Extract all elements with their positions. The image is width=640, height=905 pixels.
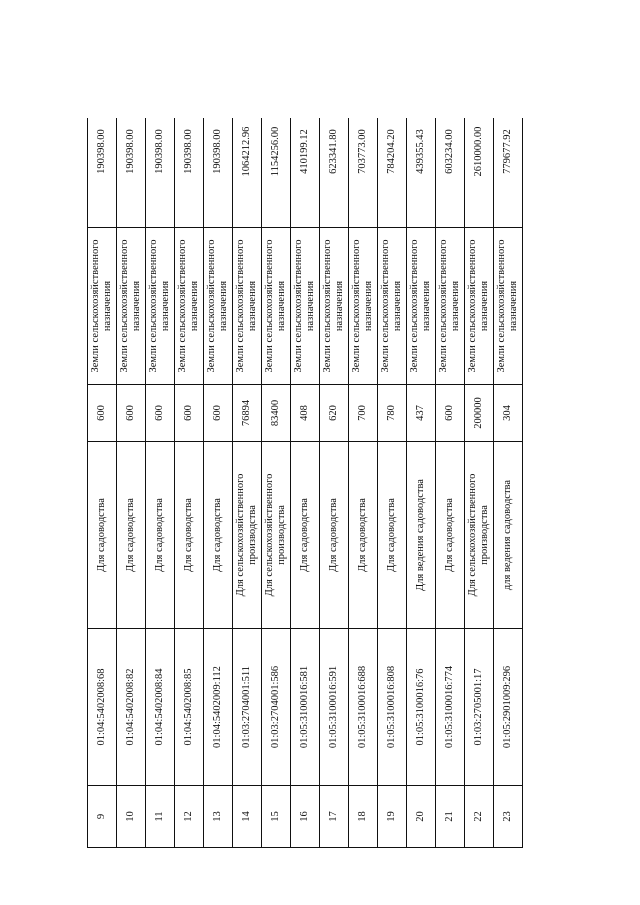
area-cell: 200000 bbox=[465, 385, 494, 442]
land-category-cell: Земли сельскохозяйственного назначения bbox=[146, 228, 175, 385]
cadastral-number-cell: 01:04:5402009:112 bbox=[204, 629, 233, 786]
row-number-cell: 12 bbox=[175, 786, 204, 848]
permitted-use-cell: Для ведения садоводства bbox=[407, 442, 436, 629]
cadastral-value-cell: 190398.00 bbox=[146, 118, 175, 228]
cadastral-value-cell: 784204.20 bbox=[378, 118, 407, 228]
permitted-use-cell: Для садоводства bbox=[291, 442, 320, 629]
permitted-use-cell: Для садоводства bbox=[204, 442, 233, 629]
table-row bbox=[291, 118, 320, 848]
table-row bbox=[349, 118, 378, 848]
row-number-cell: 9 bbox=[88, 786, 117, 848]
permitted-use-cell: Для садоводства bbox=[349, 442, 378, 629]
permitted-use-cell: Для садоводства bbox=[320, 442, 349, 629]
cadastral-number-cell: 01:03:2705001:17 bbox=[465, 629, 494, 786]
land-category-cell: Земли сельскохозяйственного назначения bbox=[349, 228, 378, 385]
cadastral-value-cell: 2610000.00 bbox=[465, 118, 494, 228]
cadastral-number-cell: 01:04:5402008:68 bbox=[88, 629, 117, 786]
cadastral-number-cell: 01:05:3100016:76 bbox=[407, 629, 436, 786]
permitted-use-cell: для ведения садоводства bbox=[494, 442, 523, 629]
table-row bbox=[117, 118, 146, 848]
table-row bbox=[494, 118, 523, 848]
permitted-use-cell: Для сельскохозяйственного производства bbox=[465, 442, 494, 629]
area-cell: 600 bbox=[175, 385, 204, 442]
cadastral-value-cell: 190398.00 bbox=[204, 118, 233, 228]
permitted-use-cell: Для садоводства bbox=[378, 442, 407, 629]
cadastral-number-cell: 01:03:2704001:586 bbox=[262, 629, 291, 786]
permitted-use-cell: Для сельскохозяйственного производства bbox=[233, 442, 262, 629]
table-row bbox=[175, 118, 204, 848]
cadastral-value-cell: 703773.00 bbox=[349, 118, 378, 228]
permitted-use-cell: Для садоводства bbox=[436, 442, 465, 629]
cadastral-number-cell: 01:03:2704001:511 bbox=[233, 629, 262, 786]
land-category-cell: Земли сельскохозяйственного назначения bbox=[291, 228, 320, 385]
area-cell: 437 bbox=[407, 385, 436, 442]
cadastral-value-cell: 603234.00 bbox=[436, 118, 465, 228]
row-number-cell: 18 bbox=[349, 786, 378, 848]
area-cell: 600 bbox=[204, 385, 233, 442]
area-cell: 76894 bbox=[233, 385, 262, 442]
land-plots-table bbox=[87, 118, 523, 848]
row-number-cell: 21 bbox=[436, 786, 465, 848]
land-category-cell: Земли сельскохозяйственного назначения bbox=[378, 228, 407, 385]
cadastral-value-cell: 190398.00 bbox=[117, 118, 146, 228]
row-number-cell: 19 bbox=[378, 786, 407, 848]
cadastral-value-cell: 1154256.00 bbox=[262, 118, 291, 228]
row-number-cell: 11 bbox=[146, 786, 175, 848]
land-category-cell: Земли сельскохозяйственного назначения bbox=[262, 228, 291, 385]
table-row bbox=[233, 118, 262, 848]
row-number-cell: 20 bbox=[407, 786, 436, 848]
area-cell: 620 bbox=[320, 385, 349, 442]
area-cell: 600 bbox=[146, 385, 175, 442]
row-number-cell: 16 bbox=[291, 786, 320, 848]
cadastral-number-cell: 01:04:5402008:85 bbox=[175, 629, 204, 786]
land-category-cell: Земли сельскохозяйственного назначения bbox=[117, 228, 146, 385]
land-category-cell: Земли сельскохозяйственного назначения bbox=[175, 228, 204, 385]
land-category-cell: Земли сельскохозяйственного назначения bbox=[407, 228, 436, 385]
cadastral-number-cell: 01:04:5402008:82 bbox=[117, 629, 146, 786]
area-cell: 700 bbox=[349, 385, 378, 442]
table-row bbox=[436, 118, 465, 848]
row-number-cell: 22 bbox=[465, 786, 494, 848]
cadastral-number-cell: 01:05:3100016:581 bbox=[291, 629, 320, 786]
table-row bbox=[407, 118, 436, 848]
rotated-table-container bbox=[87, 118, 523, 848]
area-cell: 780 bbox=[378, 385, 407, 442]
permitted-use-cell: Для сельскохозяйственного производства bbox=[262, 442, 291, 629]
permitted-use-cell: Для садоводства bbox=[146, 442, 175, 629]
land-category-cell: Земли сельскохозяйственного назначения bbox=[204, 228, 233, 385]
permitted-use-cell: Для садоводства bbox=[117, 442, 146, 629]
cadastral-number-cell: 01:04:5402008:84 bbox=[146, 629, 175, 786]
table-row bbox=[465, 118, 494, 848]
cadastral-value-cell: 439355.43 bbox=[407, 118, 436, 228]
table-row bbox=[146, 118, 175, 848]
land-category-cell: Земли сельскохозяйственного назначения bbox=[88, 228, 117, 385]
row-number-cell: 15 bbox=[262, 786, 291, 848]
table-row bbox=[262, 118, 291, 848]
cadastral-value-cell: 623341.80 bbox=[320, 118, 349, 228]
table-row bbox=[204, 118, 233, 848]
area-cell: 408 bbox=[291, 385, 320, 442]
cadastral-value-cell: 190398.00 bbox=[88, 118, 117, 228]
area-cell: 600 bbox=[117, 385, 146, 442]
cadastral-number-cell: 01:05:3100016:591 bbox=[320, 629, 349, 786]
row-number-cell: 23 bbox=[494, 786, 523, 848]
table-body bbox=[88, 118, 523, 848]
land-category-cell: Земли сельскохозяйственного назначения bbox=[436, 228, 465, 385]
cadastral-number-cell: 01:05:3100016:688 bbox=[349, 629, 378, 786]
cadastral-value-cell: 1064212.96 bbox=[233, 118, 262, 228]
row-number-cell: 10 bbox=[117, 786, 146, 848]
area-cell: 600 bbox=[436, 385, 465, 442]
table-row bbox=[320, 118, 349, 848]
area-cell: 304 bbox=[494, 385, 523, 442]
cadastral-number-cell: 01:05:3100016:774 bbox=[436, 629, 465, 786]
cadastral-value-cell: 779677.92 bbox=[494, 118, 523, 228]
table-row bbox=[88, 118, 117, 848]
cadastral-number-cell: 01:05:3100016:808 bbox=[378, 629, 407, 786]
land-category-cell: Земли сельскохозяйственного назначения bbox=[233, 228, 262, 385]
cadastral-value-cell: 410199.12 bbox=[291, 118, 320, 228]
land-category-cell: Земли сельскохозяйственного назначения bbox=[320, 228, 349, 385]
row-number-cell: 13 bbox=[204, 786, 233, 848]
cadastral-number-cell: 01:05:2901009:296 bbox=[494, 629, 523, 786]
area-cell: 83400 bbox=[262, 385, 291, 442]
permitted-use-cell: Для садоводства bbox=[175, 442, 204, 629]
cadastral-value-cell: 190398.00 bbox=[175, 118, 204, 228]
land-category-cell: Земли сельскохозяйственного назначения bbox=[465, 228, 494, 385]
row-number-cell: 14 bbox=[233, 786, 262, 848]
row-number-cell: 17 bbox=[320, 786, 349, 848]
land-category-cell: Земли сельскохозяйственного назначения bbox=[494, 228, 523, 385]
table-row bbox=[378, 118, 407, 848]
permitted-use-cell: Для садоводства bbox=[88, 442, 117, 629]
area-cell: 600 bbox=[88, 385, 117, 442]
